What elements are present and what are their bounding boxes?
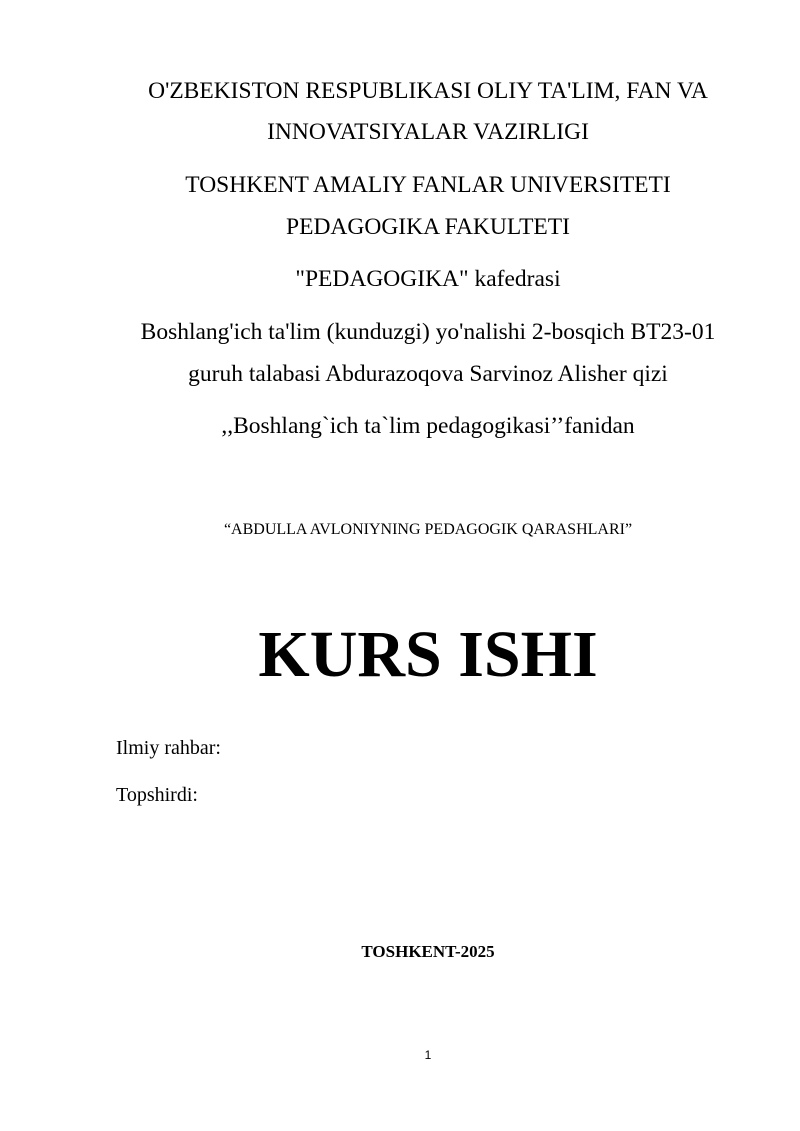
university-name: TOSHKENT AMALIY FANLAR UNIVERSITETI — [185, 172, 671, 198]
work-type-title: KURS ISHI — [258, 618, 598, 691]
ministry-line-2: INNOVATSIYALAR VAZIRLIGI — [267, 119, 589, 145]
student-line-1: Boshlang'ich ta'lim (kunduzgi) yo'nalishi 2-bosqich BT23-01 — [140, 319, 716, 345]
faculty-name: PEDAGOGIKA FAKULTETI — [286, 214, 570, 240]
supervisor-label: Ilmiy rahbar: — [116, 737, 221, 759]
ministry-line-1: O'ZBEKISTON RESPUBLIKASI OLIY TA'LIM, FAN VA — [148, 78, 708, 104]
subject-line: ,,Boshlang`ich ta`lim pedagogikasi’’fanidan — [221, 413, 635, 439]
student-line-2: guruh talabasi Abdurazoqova Sarvinoz Alisher qizi — [188, 361, 668, 387]
submitted-label: Topshirdi: — [116, 784, 198, 806]
page-number: 1 — [424, 1048, 432, 1062]
department-name: "PEDAGOGIKA" kafedrasi — [295, 266, 561, 292]
topic-title: “ABDULLA AVLONIYNING PEDAGOGIK QARASHLARI” — [223, 521, 633, 538]
city-year: TOSHKENT-2025 — [361, 942, 495, 961]
